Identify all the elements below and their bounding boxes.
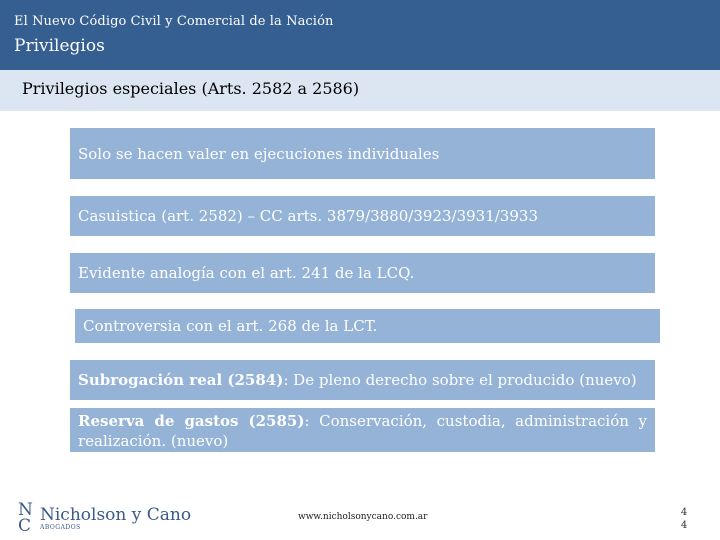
bullet-text: Solo se hacen valer en ejecuciones individuales	[78, 144, 440, 163]
logo-name: Nicholson y Cano	[40, 505, 192, 525]
footer-url: www.nicholsonycano.com.ar	[298, 512, 428, 522]
logo-initials: N C	[18, 500, 33, 536]
bullet-box-4	[75, 309, 660, 343]
bullet-box-5	[70, 360, 655, 400]
slide-header	[0, 0, 720, 70]
section-header	[0, 70, 720, 111]
bullet-box-1	[70, 128, 655, 179]
bullet-text: Evidente analogía con el art. 241 de la LCQ.	[78, 264, 415, 282]
header-kicker: El Nuevo Código Civil y Comercial de la Nación	[14, 14, 334, 29]
bullet-bold-text: Reserva de gastos (2585)	[78, 412, 305, 430]
bullet-text: : De pleno derecho sobre el producido (nuevo)	[283, 371, 637, 389]
bullet-bold-text: Subrogación real (2584)	[78, 371, 284, 389]
bullet-text: Controversia con el art. 268 de la LCT.	[83, 317, 378, 335]
bullet-box-6	[70, 408, 655, 452]
logo-subtitle: ABOGADOS	[40, 524, 81, 531]
section-title: Privilegios especiales (Arts. 2582 a 2586)	[22, 79, 360, 98]
bullet-box-3	[70, 253, 655, 293]
bullet-box-2	[70, 196, 655, 236]
bullet-text: : Conservación, custodia, administración y realización. (nuevo)	[78, 412, 647, 450]
page-number: 4 4	[680, 507, 688, 531]
bullet-text: Casuistica (art. 2582) – CC arts. 3879/3880/3923/3931/3933	[78, 207, 538, 225]
company-logo	[18, 500, 192, 536]
slide-title: Privilegios	[14, 36, 105, 56]
